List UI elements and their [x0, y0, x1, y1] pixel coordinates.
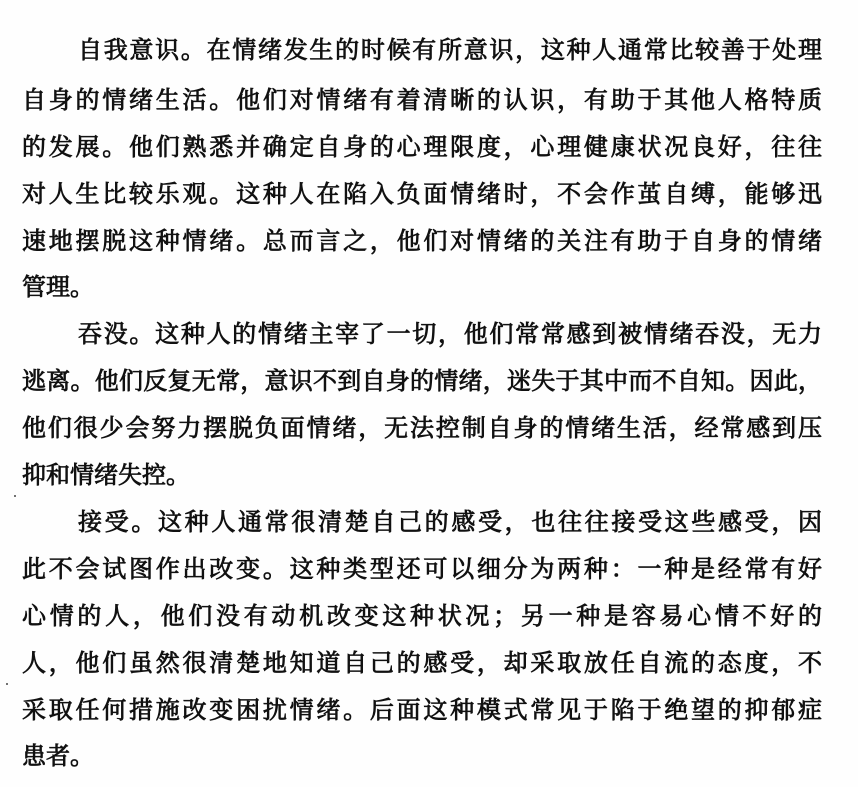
text-line: 人，他们虽然很清楚地知道自己的感受，却采取放任自流的态度，不	[22, 648, 822, 677]
text-line: 自我意识。在情绪发生的时候有所意识，这种人通常比较善于处理	[78, 35, 822, 64]
text-line: 对人生比较乐观。这种人在陷入负面情绪时，不会作茧自缚，能够迅	[22, 179, 822, 208]
text-line: 他们很少会努力摆脱负面情绪，无法控制自身的情绪生活，经常感到压	[22, 413, 822, 442]
text-line: 速地摆脱这种情绪。总而言之，他们对情绪的关注有助于自身的情绪	[22, 226, 822, 255]
text-line: 逃离。他们反复无常，意识不到自身的情绪，迷失于其中而不自知。因此，	[22, 366, 822, 395]
text-line: 此不会试图作出改变。这种类型还可以细分为两种：一种是经常有好	[22, 554, 822, 583]
text-line: 接受。这种人通常很清楚自己的感受，也往往接受这些感受，因	[78, 507, 822, 536]
text-line: 自身的情绪生活。他们对情绪有着清晰的认识，有助于其他人格特质	[22, 85, 822, 114]
text-line: 的发展。他们熟悉并确定自身的心理限度，心理健康状况良好，往往	[22, 132, 822, 161]
text-line: 抑和情绪失控。	[22, 460, 190, 489]
scan-speck	[6, 683, 8, 685]
text-line: 心情的人，他们没有动机改变这种状况；另一种是容易心情不好的	[22, 601, 822, 630]
text-line: 管理。	[22, 272, 94, 301]
scan-speck	[14, 495, 16, 497]
text-line: 采取任何措施改变困扰情绪。后面这种模式常见于陷于绝望的抑郁症	[22, 695, 822, 724]
text-line: 吞没。这种人的情绪主宰了一切，他们常常感到被情绪吞没，无力	[78, 319, 822, 348]
text-line: 患者。	[22, 741, 94, 770]
